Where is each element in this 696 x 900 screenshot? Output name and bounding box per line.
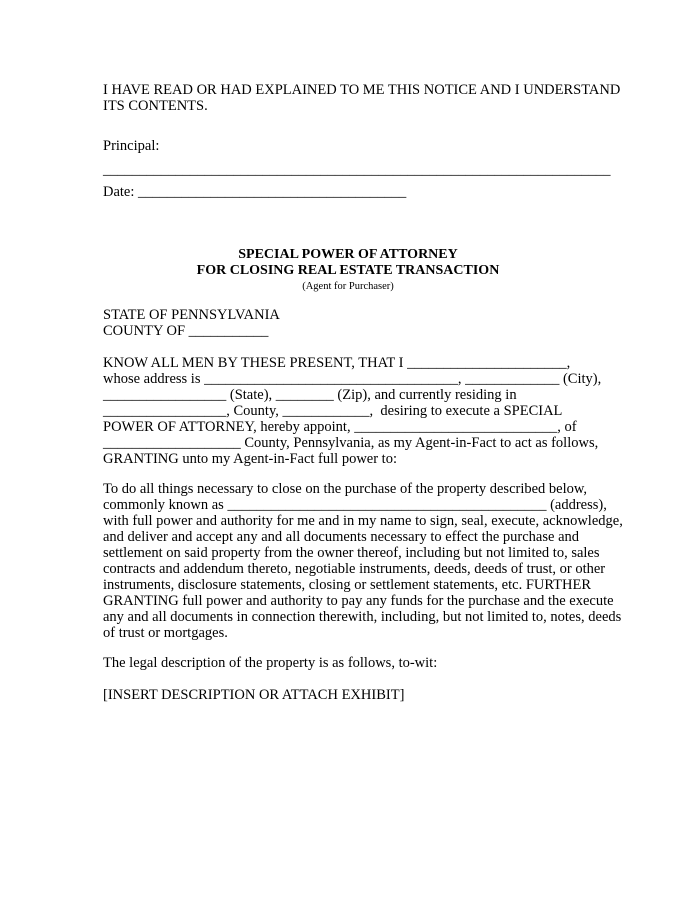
principal-signature-line: ______________________________________________________________________: [103, 162, 611, 178]
powers-line: commonly known as ____________________________________________ (address),: [103, 497, 607, 513]
appointment-line: GRANTING unto my Agent-in-Fact full power to:: [103, 451, 397, 467]
acknowledgment-line-1: I HAVE READ OR HAD EXPLAINED TO ME THIS NOTICE AND I UNDERSTAND: [103, 82, 621, 98]
document-title-line-2: FOR CLOSING REAL ESTATE TRANSACTION: [196, 263, 500, 278]
legal-description-intro: The legal description of the property is as follows, to-wit:: [103, 655, 438, 671]
powers-line: instruments, disclosure statements, closing or settlement statements, etc. FURTHER: [103, 577, 592, 593]
appointment-line: ___________________ County, Pennsylvania, as my Agent-in-Fact to act as follows,: [103, 435, 599, 451]
powers-line: To do all things necessary to close on the purchase of the property described below,: [103, 481, 588, 497]
legal-description-placeholder: [INSERT DESCRIPTION OR ATTACH EXHIBIT]: [103, 687, 405, 703]
powers-line: any and all documents in connection therewith, including, but not limited to, notes, deeds: [103, 609, 622, 625]
appointment-line: _________________, County, ____________, desiring to execute a SPECIAL: [103, 403, 563, 419]
powers-line: GRANTING full power and authority to pay any funds for the purchase and the execute: [103, 593, 614, 609]
appointment-line: _________________ (State), ________ (Zip), and currently residing in: [103, 387, 517, 403]
date-line: Date: _____________________________________: [103, 184, 407, 200]
appointment-line: POWER OF ATTORNEY, hereby appoint, ____________________________, of: [103, 419, 577, 435]
powers-line: with full power and authority for me and in my name to sign, seal, execute, acknowledge,: [103, 513, 623, 529]
document-title-line-1: SPECIAL POWER OF ATTORNEY: [238, 247, 458, 262]
document-subtitle: (Agent for Purchaser): [302, 281, 394, 292]
venue-county: COUNTY OF ___________: [103, 323, 269, 339]
principal-label: Principal:: [103, 138, 160, 154]
powers-line: of trust or mortgages.: [103, 625, 228, 641]
powers-line: contracts and addendum thereto, negotiable instruments, deeds, deeds of trust, or other: [103, 561, 606, 577]
venue-state: STATE OF PENNSYLVANIA: [103, 307, 280, 323]
powers-line: and deliver and accept any and all documents necessary to effect the purchase and: [103, 529, 580, 545]
appointment-line: KNOW ALL MEN BY THESE PRESENT, THAT I ______________________,: [103, 355, 571, 371]
powers-line: settlement on said property from the owner thereof, including but not limited to, sales: [103, 545, 600, 561]
appointment-line: whose address is ___________________________________, _____________ (City),: [103, 371, 602, 387]
acknowledgment-line-2: ITS CONTENTS.: [103, 98, 208, 114]
